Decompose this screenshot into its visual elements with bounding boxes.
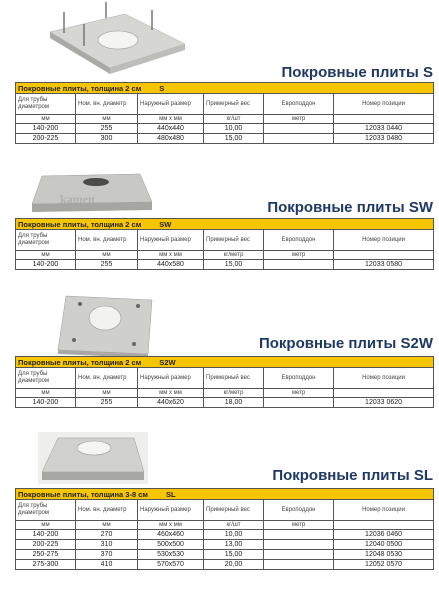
table-cell: 275-300 bbox=[16, 560, 76, 570]
column-header: Ном. вн. диаметр bbox=[76, 368, 138, 389]
column-header: Наружный размер bbox=[138, 230, 204, 251]
table-cell: 270 bbox=[76, 530, 138, 540]
unit-cell bbox=[334, 521, 434, 530]
table-cell: 250-275 bbox=[16, 550, 76, 560]
unit-cell: мм х мм bbox=[138, 115, 204, 124]
table-cell bbox=[264, 530, 334, 540]
table-cell: 12036 0460 bbox=[334, 530, 434, 540]
table-cell: 13,00 bbox=[204, 540, 264, 550]
table-cell: 570x570 bbox=[138, 560, 204, 570]
column-header: Номер позиции bbox=[334, 368, 434, 389]
table-cell: 12033 0440 bbox=[334, 124, 434, 134]
column-header: Номер позиции bbox=[334, 94, 434, 115]
table-cell: 530x530 bbox=[138, 550, 204, 560]
table-cell: 300 bbox=[76, 134, 138, 144]
table-cell: 200-225 bbox=[16, 540, 76, 550]
unit-cell: мм bbox=[76, 521, 138, 530]
table-cell: 140-200 bbox=[16, 124, 76, 134]
table-cell: 440x620 bbox=[138, 398, 204, 408]
unit-cell: метр bbox=[264, 115, 334, 124]
unit-cell: мм bbox=[76, 389, 138, 398]
unit-cell: мм х мм bbox=[138, 389, 204, 398]
cover-plate-sl-photo bbox=[38, 432, 148, 484]
table-row bbox=[16, 550, 434, 560]
column-header: Примерный вес bbox=[204, 500, 264, 521]
table-cell: 500x500 bbox=[138, 540, 204, 550]
table-title: Покровные плиты, толщина 2 см bbox=[18, 219, 142, 229]
table-cell: 480x480 bbox=[138, 134, 204, 144]
unit-cell: метр bbox=[264, 389, 334, 398]
unit-cell: мм bbox=[16, 521, 76, 530]
column-header: Ном. вн. диаметр bbox=[76, 94, 138, 115]
table-cell: 15,00 bbox=[204, 260, 264, 270]
table-cell: 460x460 bbox=[138, 530, 204, 540]
table-cell: 255 bbox=[76, 260, 138, 270]
table-cell: 310 bbox=[76, 540, 138, 550]
table-cell: 12048 0530 bbox=[334, 550, 434, 560]
table-code: SL bbox=[165, 489, 176, 499]
table-cell: 12033 0620 bbox=[334, 398, 434, 408]
spec-table bbox=[15, 488, 434, 570]
unit-cell: метр bbox=[264, 521, 334, 530]
section-title: Покровные плиты S2W bbox=[258, 335, 433, 352]
unit-cell: кг/шт bbox=[204, 115, 264, 124]
table-cell: 140-200 bbox=[16, 530, 76, 540]
column-header: Наружный размер bbox=[138, 368, 204, 389]
column-header: Наружный размер bbox=[138, 500, 204, 521]
table-cell: 20,00 bbox=[204, 560, 264, 570]
table-cell: 15,00 bbox=[204, 550, 264, 560]
column-header: Номер позиции bbox=[334, 230, 434, 251]
column-headers bbox=[16, 500, 434, 521]
unit-cell: кг/метр bbox=[204, 251, 264, 260]
table-cell: 370 bbox=[76, 550, 138, 560]
column-header: Европоддон bbox=[264, 368, 334, 389]
table-cell bbox=[264, 560, 334, 570]
units-row bbox=[16, 521, 434, 530]
table-code: SW bbox=[159, 219, 172, 229]
column-header: Европоддон bbox=[264, 230, 334, 251]
unit-cell: метр bbox=[264, 251, 334, 260]
table-code: S2W bbox=[159, 357, 176, 367]
table-row bbox=[16, 540, 434, 550]
unit-cell: кг/шт bbox=[204, 521, 264, 530]
table-cell: 140-200 bbox=[16, 398, 76, 408]
unit-cell: мм bbox=[76, 115, 138, 124]
unit-cell: кг/метр bbox=[204, 389, 264, 398]
column-header: Ном. вн. диаметр bbox=[76, 500, 138, 521]
table-title: Покровные плиты, толщина 2 см bbox=[18, 83, 142, 93]
column-header: Примерный вес bbox=[204, 368, 264, 389]
table-cell: 15,00 bbox=[204, 134, 264, 144]
table-title: Покровные плиты, толщина 2 см bbox=[18, 357, 142, 367]
table-cell bbox=[264, 540, 334, 550]
table-code: S bbox=[159, 83, 165, 93]
section-title: Покровные плиты S bbox=[281, 64, 433, 81]
column-header: Для трубы диаметром bbox=[16, 94, 76, 115]
unit-cell: мм bbox=[16, 115, 76, 124]
table-cell: 200-225 bbox=[16, 134, 76, 144]
section-title: Покровные плиты SL bbox=[272, 467, 433, 484]
table-title: Покровные плиты, толщина 3-8 см bbox=[18, 489, 148, 499]
table-cell bbox=[264, 550, 334, 560]
column-header: Европоддон bbox=[264, 500, 334, 521]
column-header: Наружный размер bbox=[138, 94, 204, 115]
unit-cell: мм bbox=[16, 251, 76, 260]
column-header: Европоддон bbox=[264, 94, 334, 115]
column-header: Номер позиции bbox=[334, 500, 434, 521]
table-cell: 12033 0480 bbox=[334, 134, 434, 144]
column-header: Для трубы диаметром bbox=[16, 500, 76, 521]
table-cell: 255 bbox=[76, 124, 138, 134]
table-row bbox=[16, 560, 434, 570]
table-cell: 10,00 bbox=[204, 530, 264, 540]
column-header: Примерный вес bbox=[204, 230, 264, 251]
table-cell: 12033 0580 bbox=[334, 260, 434, 270]
column-header: Примерный вес bbox=[204, 94, 264, 115]
table-row bbox=[16, 530, 434, 540]
table-cell: 12052 0570 bbox=[334, 560, 434, 570]
unit-cell: мм bbox=[76, 251, 138, 260]
unit-cell: мм bbox=[16, 389, 76, 398]
column-header: Ном. вн. диаметр bbox=[76, 230, 138, 251]
table-cell: 18,00 bbox=[204, 398, 264, 408]
table-cell: 12040 0500 bbox=[334, 540, 434, 550]
unit-cell: мм х мм bbox=[138, 521, 204, 530]
photo-logo-text: kamen bbox=[60, 192, 95, 206]
table-cell: 10,00 bbox=[204, 124, 264, 134]
table-cell: 440x440 bbox=[138, 124, 204, 134]
column-header: Для трубы диаметром bbox=[16, 368, 76, 389]
column-header: Для трубы диаметром bbox=[16, 230, 76, 251]
section-title: Покровные плиты SW bbox=[267, 199, 433, 216]
table-header-row bbox=[16, 489, 434, 500]
unit-cell: мм х мм bbox=[138, 251, 204, 260]
table-cell: 140-200 bbox=[16, 260, 76, 270]
table-cell: 410 bbox=[76, 560, 138, 570]
table-cell: 440x580 bbox=[138, 260, 204, 270]
table-cell: 255 bbox=[76, 398, 138, 408]
